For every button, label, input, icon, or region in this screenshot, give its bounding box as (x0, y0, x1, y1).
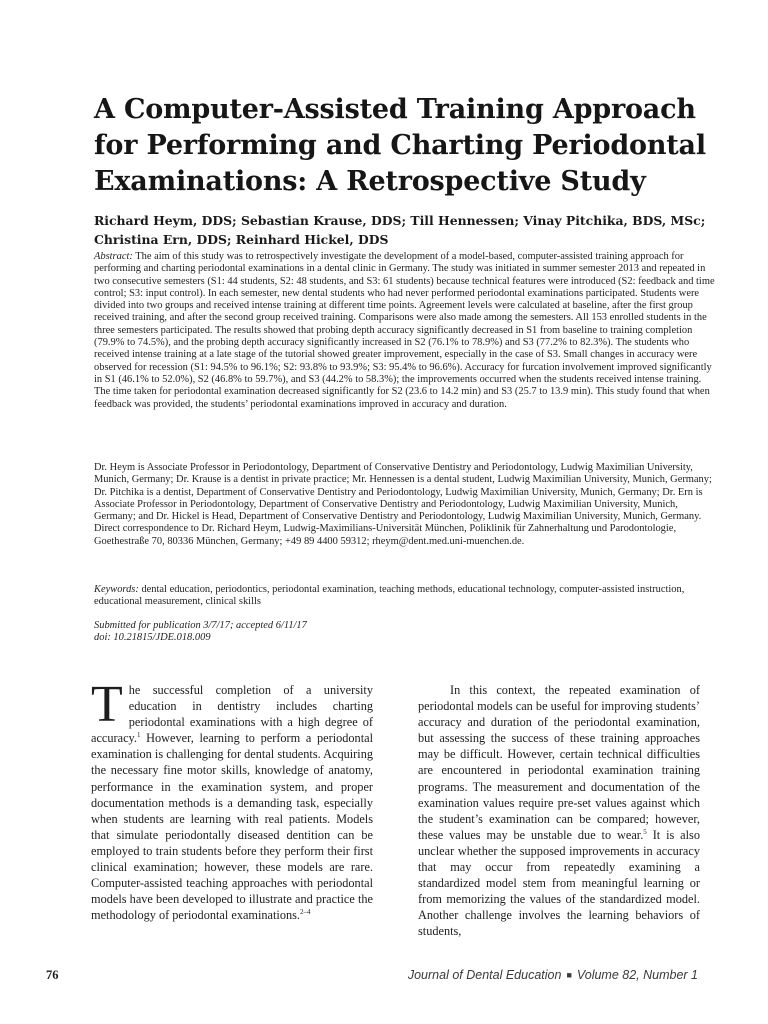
body-text: It is also unclear whether the supposed improvements in accuracy that may occur from repeatedly examining a standardized model stem from meaningful learning or from memorizing the values of the standardized model. Another challenge involves the learning behaviors of students, (418, 827, 700, 939)
abstract-label: Abstract: (94, 251, 133, 262)
keywords-text: dental education, periodontics, periodontal examination, teaching methods, educational technology, computer-assisted instruction, educational measurement, clinical skills (94, 584, 685, 608)
citation: 5 (643, 827, 647, 836)
citation: 2–4 (300, 908, 311, 917)
submission-dates: Submitted for publication 3/7/17; accepted 6/11/17 (94, 620, 307, 631)
author-line: Richard Heym, DDS; Sebastian Krause, DDS; Till Hennessen; Vinay Pitchika, BDS, MSc; (94, 213, 706, 228)
page-number: 76 (46, 968, 59, 982)
keywords (94, 584, 716, 609)
body-text: he successful completion of a university education in dentistry includes charting periodontal examinations with a high degree of accuracy. (91, 683, 373, 746)
separator-square-icon: ■ (566, 970, 572, 980)
author-affiliations: Dr. Heym is Associate Professor in Periodontology, Department of Conservative Dentistry and Periodontology, Ludwig Maximilian University, Munich, Germany; Dr. Krause is a dentist in private practice; Mr. Hennessen is a dental student, Ludwig Maximilian University, Munich, Germany; Dr. Pitchika is a dentist, Department of Conservative Dentistry and Periodontology, Ludwig Maximilian University, Munich, Germany; Dr. Ern is Associate Professor in Periodontology, Department of Conservative Dentistry and Periodontology, Ludwig Maximilian University, Munich, Germany; and Dr. Hickel is Head, Department of Conservative Dentistry and Periodontology, Ludwig Maximilian University, Munich, Germany. Direct correspondence to Dr. Richard Heym, Ludwig-Maximilians-Universität München, Poliklinik für Zahnerhaltung und Parodontologie, Goethestraße 70, 80336 München, Germany; +49 89 4400 59312; rheym@dent.med.uni-muenchen.de. (94, 462, 712, 547)
title-line: for Performing and Charting Periodontal (94, 130, 706, 161)
author-line: Christina Ern, DDS; Reinhard Hickel, DDS (94, 232, 389, 247)
body-column-left (91, 676, 373, 923)
title-line: A Computer-Assisted Training Approach (94, 94, 696, 125)
page-footer (0, 968, 768, 986)
citation: 1 (136, 731, 141, 740)
drop-cap: T (91, 676, 123, 733)
title-line: Examinations: A Retrospective Study (94, 166, 646, 197)
volume-info: Volume 82, Number 1 (576, 968, 698, 982)
body-column-right (418, 682, 700, 940)
author-list (94, 211, 734, 249)
abstract-text: The aim of this study was to retrospectively investigate the development of a model-based, computer-assisted training approach for performing and charting periodontal examinations in a dental clinic in Germany. The study was initiated in summer semester 2013 and repeated in two consecutive semesters (S1: 44 students, S2: 48 students, and S3: 61 students) because technical features were introduced (S2: feedback and time control; S3: input control). In each semester, new dental students who had never performed periodontal examinations participated. Students were divided into two groups and received intense training at different time points. Agreement levels were calculated at baseline, after the first group received training, and after the second group received training. Comparisons were also made among the semesters. All 153 enrolled students in the three semesters participated. The results showed that probing depth accuracy significantly decreased in S1 from baseline to training completion (79.9% to 74.5%), and the probing depth accuracy significantly increased in S2 (76.1% to 78.9%) and S3 (77.2% to 82.3%). The students who received intense training at a late stage of the tutorial showed greater improvement, especially in the case of S3. Small changes in accuracy were observed for recession (S1: 94.5% to 96.1%; S2: 93.8% to 93.9%; S3: 95.4% to 96.6%). Accuracy for furcation involvement improved significantly in S1 (46.1% to 52.0%), S2 (46.8% to 59.7%), and S3 (44.2% to 58.3%); the improvements occurred when the students received intense training. The time taken for periodontal examination decreased significantly for S2 (23.6 to 14.2 min) and S3 (25.7 to 13.9 min). This study found that when feedback was provided, the students’ periodontal examinations improved in accuracy and duration. (94, 251, 715, 410)
journal-name: Journal of Dental Education (407, 968, 562, 982)
article-title (94, 92, 714, 200)
keywords-label: Keywords: (94, 584, 139, 595)
doi: doi: 10.21815/JDE.018.009 (94, 632, 211, 644)
running-footer (408, 968, 698, 982)
body-text: However, learning to perform a periodontal examination is challenging for dental students. Acquiring the necessary fine motor skills, knowledge of anatomy, performance in the examination system, and proper documentation methods is a demanding task, especially when students are learning with real patients. Models that simulate periodontally diseased dentition can be employed to train students before they perform their first clinical examination; however, these models are rare. Computer-assisted teaching approaches with periodontal models have been developed to illustrate and practice the methodology of periodontal examinations. (91, 731, 373, 923)
abstract (94, 251, 716, 411)
submission-info (94, 620, 494, 645)
body-text: In this context, the repeated examination of periodontal models can be useful for improving students’ accuracy and duration of the periodontal examination, but assessing the success of these training approaches may be difficult. However, certain technical difficulties are encountered in periodontal examination training programs. The measurement and documentation of the examination values require pre-set values against which the student’s examination can be compared; however, these values may be unstable due to wear. (418, 683, 700, 842)
